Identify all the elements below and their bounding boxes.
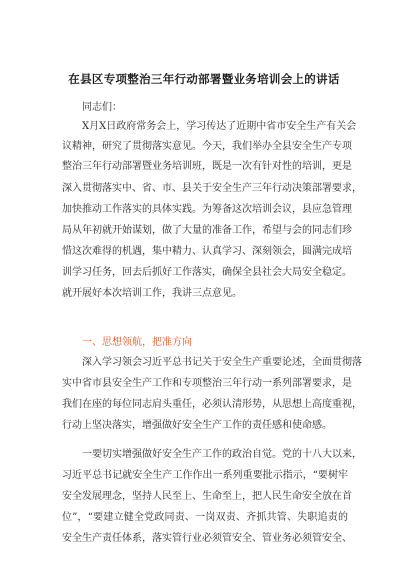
document-title: 在县区专项整治三年行动部署暨业务培训会上的讲话 [68, 72, 340, 86]
paragraph-3-line-1: 一要切实增强做好安全生产工作的政治自觉。党的十八大以来， [82, 449, 362, 460]
paragraph-3-line-4: 位”，“要建立健全党政同责、一岗双责、齐抓共管、失职追责的 [62, 512, 348, 523]
paragraph-2-line-1: 深入学习领会习近平总书记关于安全生产重要论述，全面贯彻落 [82, 357, 362, 368]
paragraph-3-line-3: 安全发展理念，坚持人民至上、生命至上，把人民生命安全放在首 [62, 491, 352, 502]
paragraph-2-line-2: 实中省市县安全生产工作和专项整治三年行动一系列部署要求，是 [62, 378, 352, 389]
paragraph-1-line-7: 惜这次难得的机遇，集中精力、认真学习、深刻领会，圆满完成培 [62, 246, 352, 257]
paragraph-2-line-4: 行动上坚决落实，增强做好安全生产工作的责任感和使命感。 [62, 420, 332, 431]
paragraph-1-line-6: 局从年初就开始谋划，做了大量的准备工作，希望与会的同志们珍 [62, 225, 352, 236]
paragraph-1-line-2: 议精神，研究了贯彻落实意见。今天，我们举办全县安全生产专项 [62, 141, 352, 152]
salutation: 同志们： [82, 102, 122, 113]
section-heading-1: 一、思想领航，把准方向 [82, 337, 192, 348]
paragraph-3-line-5: 安全生产责任体系，落实管行业必须管安全、管业务必须管安全、 [62, 533, 352, 544]
paragraph-1-line-4: 深入贯彻落实中、省、市、县关于安全生产三年行动决策部署要求， [62, 183, 362, 194]
paragraph-1-line-9: 就开展好本次培训工作，我讲三点意见。 [62, 288, 242, 299]
paragraph-1-line-8: 训学习任务，回去后抓好工作落实，确保全县社会大局安全稳定。 [62, 267, 352, 278]
paragraph-1-line-1: X月X日政府常务会上，学习传达了近期中省市安全生产有关会 [82, 121, 357, 132]
paragraph-3-line-2: 习近平总书记就安全生产工作作出一系列重要批示指示，“要树牢 [62, 470, 348, 481]
paragraph-1-line-5: 加快推动工作落实的具体实践。为筹备这次培训会议，县应急管理 [62, 204, 352, 215]
paragraph-2-line-3: 我们在座的每位同志肩头重任，必须认清形势，从思想上高度重视， [62, 399, 362, 410]
paragraph-1-line-3: 整治三年行动部署暨业务培训班，既是一次有针对性的培训，更是 [62, 161, 352, 172]
